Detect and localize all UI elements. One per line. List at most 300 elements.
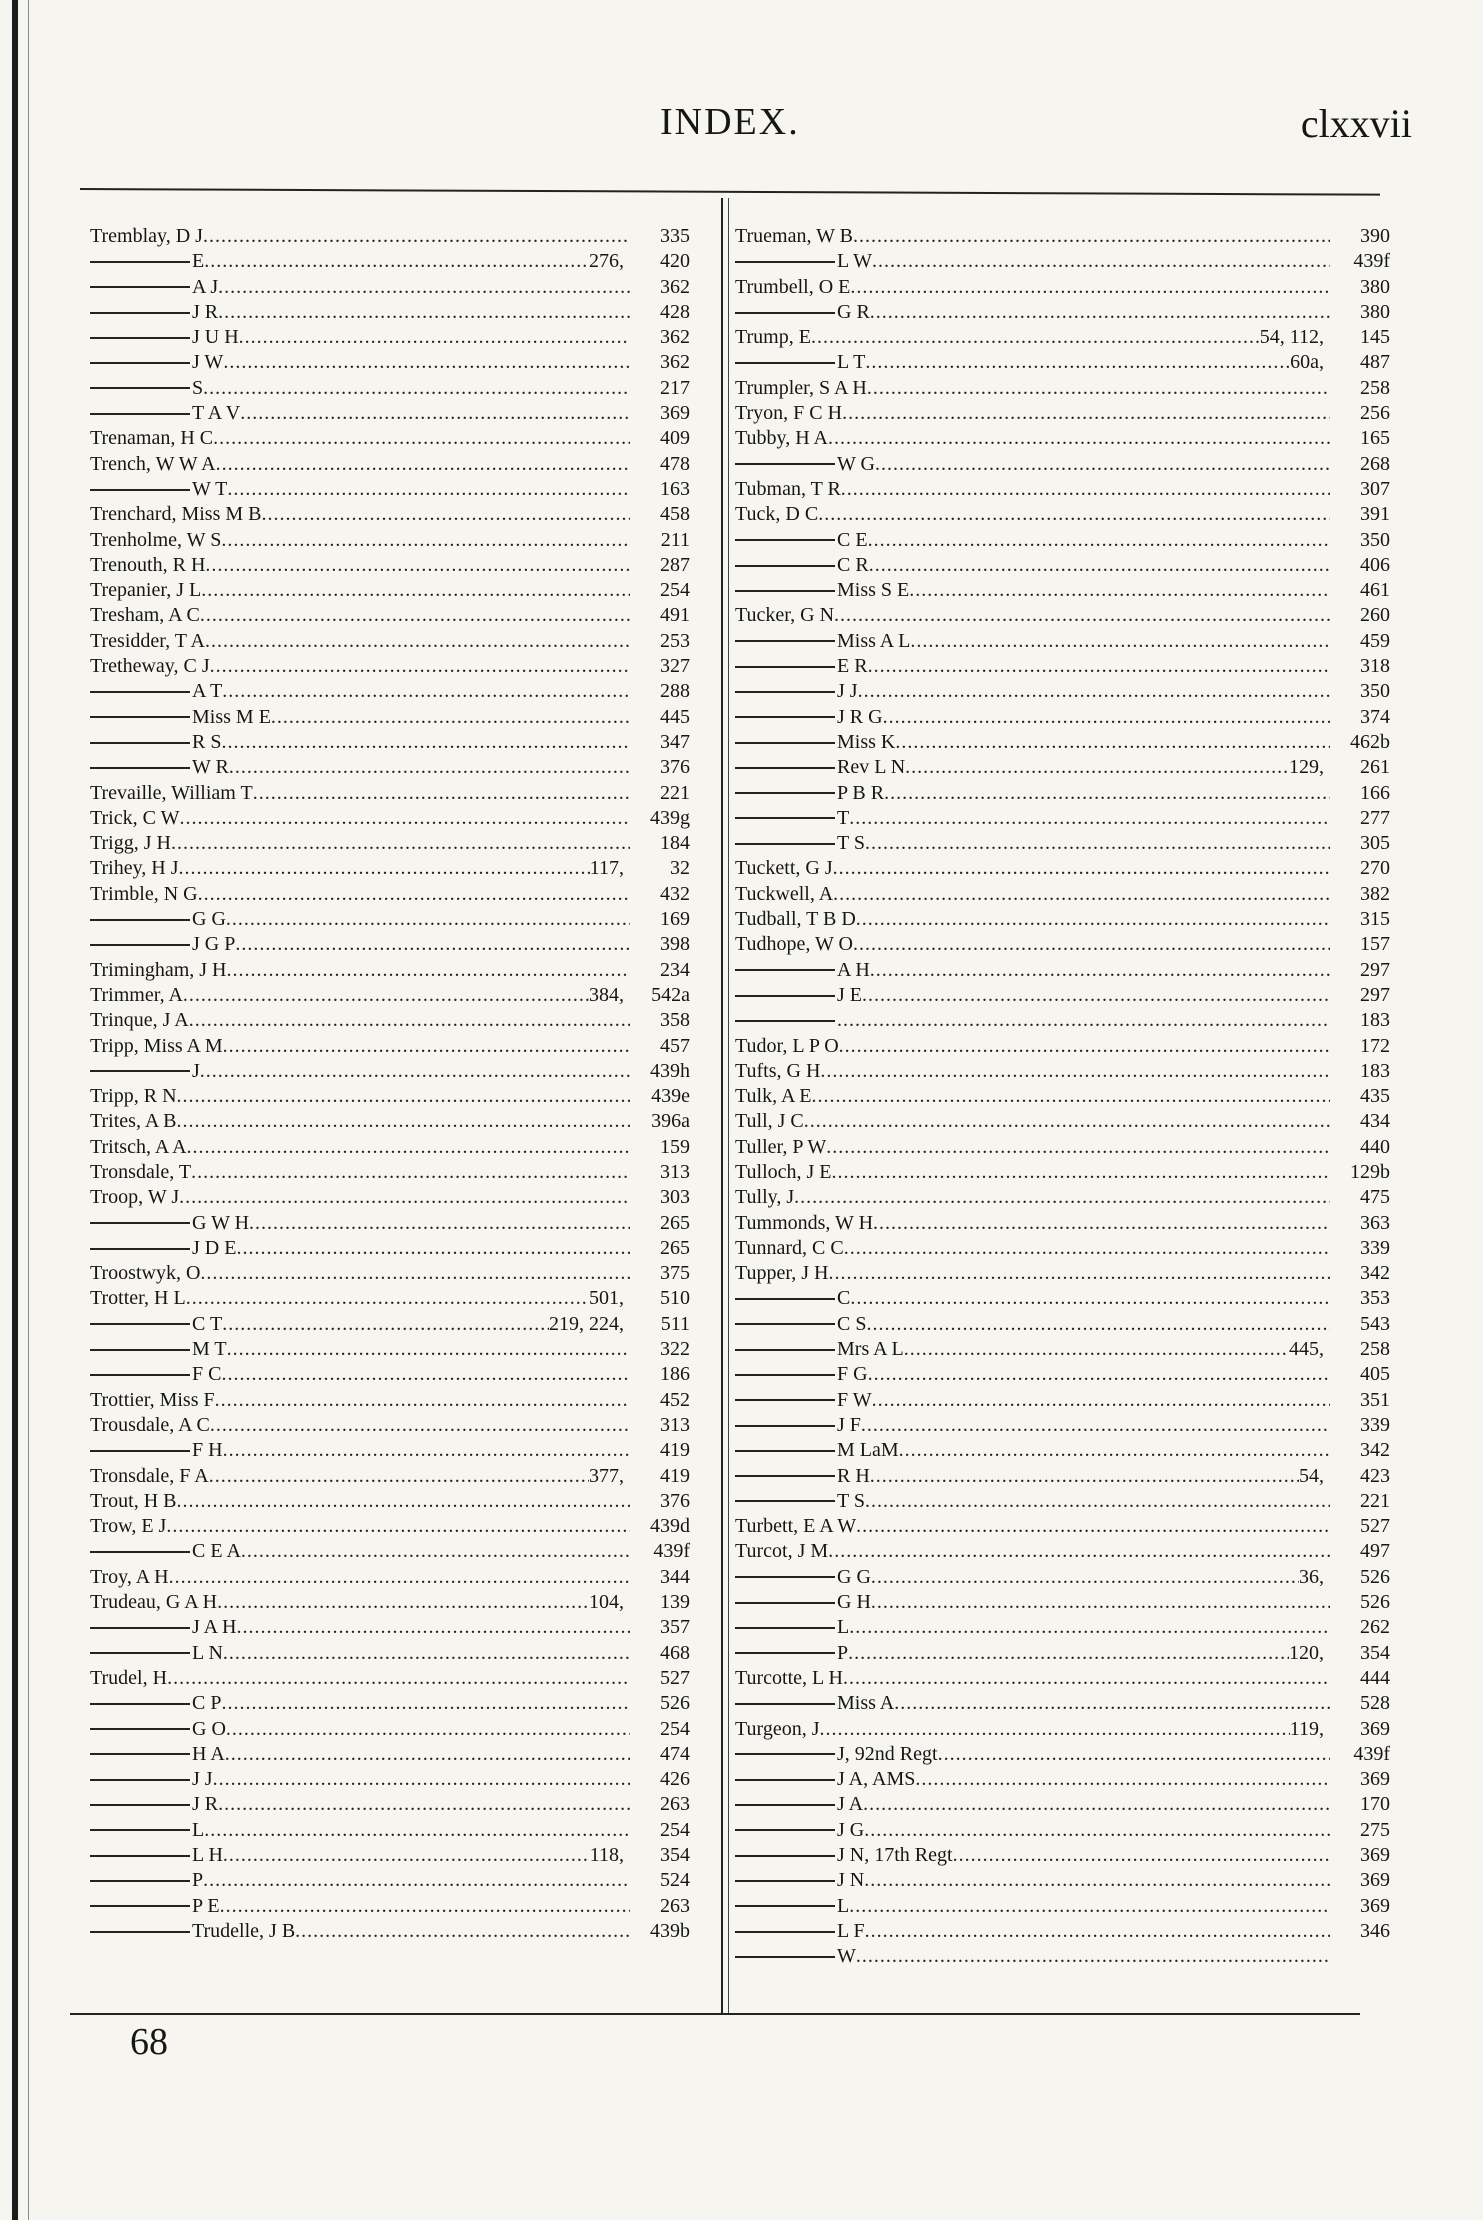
ditto-dash xyxy=(735,1399,835,1401)
entry-name: Tripp, Miss A M xyxy=(90,1034,223,1057)
index-entry xyxy=(735,1084,1390,1109)
leader-dots xyxy=(875,452,1330,477)
index-entry xyxy=(90,1666,690,1691)
entry-page-number: 369 xyxy=(1360,1869,1390,1892)
entry-page-number: 254 xyxy=(660,1818,690,1841)
entry-page-number: 526 xyxy=(660,1692,690,1715)
entry-page-number: 475 xyxy=(1360,1186,1390,1209)
ditto-dash xyxy=(735,640,835,642)
entry-name: M T xyxy=(192,1338,227,1361)
index-entry xyxy=(90,426,690,451)
leader-dots xyxy=(183,983,589,1008)
ditto-dash xyxy=(90,1349,190,1351)
entry-name: Tufts, G H xyxy=(735,1059,821,1082)
ditto-dash xyxy=(90,716,190,718)
entry-name: Tripp, R N xyxy=(90,1085,177,1108)
entry-name: G H xyxy=(837,1591,871,1614)
leader-dots xyxy=(179,806,630,831)
leader-dots xyxy=(849,1894,1330,1919)
leader-dots xyxy=(223,1641,630,1666)
entry-name: A T xyxy=(192,680,223,703)
entry-page-number: 354 xyxy=(660,1844,690,1866)
index-entry xyxy=(735,603,1390,628)
leader-dots xyxy=(909,578,1330,603)
index-entry xyxy=(735,1514,1390,1539)
entry-name: Trinque, J A xyxy=(90,1009,189,1032)
index-entry xyxy=(735,1539,1390,1564)
leader-dots xyxy=(858,679,1330,704)
leader-dots xyxy=(227,958,630,983)
entry-page-number: 318 xyxy=(1360,655,1390,678)
index-entry xyxy=(735,578,1390,603)
leader-dots xyxy=(844,1236,1330,1261)
ditto-dash xyxy=(735,1349,835,1351)
leader-dots xyxy=(811,325,1260,350)
entry-name: Trudeau, G A H xyxy=(90,1591,218,1614)
index-entry xyxy=(90,1818,690,1843)
entry-name: F W xyxy=(837,1388,872,1411)
entry-name: C xyxy=(837,1287,851,1310)
entry-name: J J xyxy=(192,1768,213,1791)
entry-page-number: 452 xyxy=(660,1388,690,1411)
entry-name: C S xyxy=(837,1312,867,1335)
ditto-dash xyxy=(90,1222,190,1224)
leader-dots xyxy=(295,1919,630,1944)
leader-dots xyxy=(249,1211,630,1236)
index-entry xyxy=(90,1312,690,1337)
index-entry xyxy=(735,325,1390,350)
index-entry xyxy=(90,1413,690,1438)
ditto-dash xyxy=(90,1248,190,1250)
leader-dots xyxy=(226,907,630,932)
entry-page-number: 350 xyxy=(1360,680,1390,703)
ditto-dash xyxy=(735,539,835,541)
entry-page-number: 435 xyxy=(1360,1085,1390,1108)
index-entry xyxy=(735,1919,1390,1944)
leader-dots xyxy=(804,1109,1330,1134)
entry-name: Trueman, W B xyxy=(735,225,853,247)
entry-name: Tremblay, D J xyxy=(90,225,203,247)
index-entry xyxy=(735,528,1390,553)
index-entry xyxy=(90,1261,690,1286)
entry-page-number: 369 xyxy=(660,402,690,425)
entry-page-number: 297 xyxy=(1360,958,1390,981)
entry-page-number: 462b xyxy=(1350,730,1390,753)
index-entry xyxy=(90,1109,690,1134)
entry-name: J R G xyxy=(837,705,883,728)
entry-name: T xyxy=(837,806,850,829)
entry-extra-pages: 501, xyxy=(589,1287,624,1310)
leader-dots xyxy=(833,882,1330,907)
entry-page-number: 159 xyxy=(660,1135,690,1158)
index-entry xyxy=(735,275,1390,300)
entry-page-number: 265 xyxy=(660,1211,690,1234)
leader-dots xyxy=(204,249,589,274)
index-entry xyxy=(90,1565,690,1590)
entry-name: Tummonds, W H xyxy=(735,1211,874,1234)
index-entry xyxy=(735,1286,1390,1311)
entry-page-number: 426 xyxy=(660,1768,690,1791)
bottom-rule xyxy=(70,2013,1360,2015)
entry-name: Turgeon, J xyxy=(735,1717,820,1740)
index-entry xyxy=(735,1944,1390,1969)
entry-name: T A V xyxy=(192,402,241,425)
index-entry xyxy=(90,224,690,249)
entry-page-number: 419 xyxy=(660,1464,690,1487)
entry-name: Tupper, J H xyxy=(735,1262,829,1285)
leader-dots xyxy=(843,1666,1330,1691)
index-entry xyxy=(735,350,1390,375)
entry-page-number: 265 xyxy=(660,1236,690,1259)
entry-page-number: 221 xyxy=(1360,1489,1390,1512)
entry-extra-pages: 377, xyxy=(589,1464,624,1487)
index-entry xyxy=(735,1008,1390,1033)
page-title: INDEX. xyxy=(660,101,800,143)
entry-page-number: 369 xyxy=(1360,1768,1390,1791)
index-entry xyxy=(735,249,1390,274)
ditto-dash xyxy=(735,261,835,263)
entry-name: R H xyxy=(837,1464,870,1487)
leader-dots xyxy=(215,1388,630,1413)
column-divider xyxy=(721,198,723,2013)
entry-page-number: 439b xyxy=(650,1919,690,1942)
entry-name: J A xyxy=(837,1793,864,1816)
leader-dots xyxy=(856,1944,1330,1969)
entry-name: Trench, W W A xyxy=(90,452,216,475)
entry-extra-pages: 54, xyxy=(1299,1464,1324,1487)
entry-name: G O xyxy=(192,1717,226,1740)
index-entry xyxy=(90,1185,690,1210)
entry-name: L H xyxy=(192,1844,223,1866)
entry-name: Tritsch, A A xyxy=(90,1135,187,1158)
ditto-dash xyxy=(90,1652,190,1654)
entry-page-number: 261 xyxy=(1360,756,1390,779)
leader-dots xyxy=(187,1135,630,1160)
ditto-dash xyxy=(90,1804,190,1806)
entry-name: Trump, E xyxy=(735,326,811,349)
entry-page-number: 445 xyxy=(660,705,690,728)
entry-name: Trenaman, H C xyxy=(90,427,214,450)
entry-page-number: 457 xyxy=(660,1034,690,1057)
leader-dots xyxy=(870,1464,1299,1489)
leader-dots xyxy=(223,1034,630,1059)
entry-name: J A, AMS xyxy=(837,1768,916,1791)
index-entry xyxy=(90,477,690,502)
roman-page-number: clxxvii xyxy=(1300,101,1412,146)
leader-dots xyxy=(169,1565,630,1590)
ditto-dash xyxy=(735,1500,835,1502)
ditto-dash xyxy=(90,286,190,288)
leader-dots xyxy=(200,1261,630,1286)
entry-page-number: 358 xyxy=(660,1009,690,1032)
entry-page-number: 258 xyxy=(1360,376,1390,399)
entry-page-number: 172 xyxy=(1360,1034,1390,1057)
index-entry xyxy=(90,679,690,704)
entry-name: Turbett, E A W xyxy=(735,1515,857,1538)
column-divider-inner xyxy=(728,198,729,2013)
entry-page-number: 258 xyxy=(1360,1338,1390,1361)
leader-dots xyxy=(853,224,1330,249)
index-entry xyxy=(735,1211,1390,1236)
index-entry xyxy=(735,1666,1390,1691)
ditto-dash xyxy=(735,1931,835,1933)
entry-name: L xyxy=(837,1616,850,1639)
entry-name: Troop, W J xyxy=(90,1186,180,1209)
index-entry xyxy=(735,831,1390,856)
index-entry xyxy=(90,806,690,831)
entry-extra-pages: 129, xyxy=(1289,756,1324,779)
entry-name: R S xyxy=(192,730,222,753)
ditto-dash xyxy=(735,1855,835,1857)
leader-dots xyxy=(205,629,630,654)
entry-name: T S xyxy=(837,1489,865,1512)
entry-page-number: 396a xyxy=(651,1110,690,1133)
entry-page-number: 439f xyxy=(653,1540,690,1563)
leader-dots xyxy=(865,1919,1330,1944)
index-entry xyxy=(90,654,690,679)
entry-name: J, 92nd Regt xyxy=(837,1742,938,1765)
entry-name: J U H xyxy=(192,326,239,349)
ditto-dash xyxy=(735,1602,835,1604)
index-entry xyxy=(90,350,690,375)
ditto-dash xyxy=(90,1880,190,1882)
leader-dots xyxy=(167,1666,630,1691)
entry-name: F C xyxy=(192,1363,222,1386)
entry-page-number: 342 xyxy=(1360,1262,1390,1285)
entry-name: J F xyxy=(837,1413,861,1436)
entry-page-number: 478 xyxy=(660,452,690,475)
ditto-dash xyxy=(90,1931,190,1933)
ditto-dash xyxy=(735,1020,835,1022)
ditto-dash xyxy=(735,1475,835,1477)
index-entry xyxy=(90,1539,690,1564)
entry-page-number: 263 xyxy=(660,1793,690,1816)
ditto-dash xyxy=(90,1753,190,1755)
index-entry xyxy=(90,1438,690,1463)
entry-page-number: 275 xyxy=(1360,1818,1390,1841)
entry-name: Trigg, J H xyxy=(90,832,171,855)
entry-name: J W xyxy=(192,351,224,374)
entry-page-number: 369 xyxy=(1360,1717,1390,1740)
index-entry xyxy=(90,1641,690,1666)
leader-dots xyxy=(236,1615,630,1640)
ditto-dash xyxy=(90,1551,190,1553)
entry-page-number: 170 xyxy=(1360,1793,1390,1816)
entry-name: J D E xyxy=(192,1236,237,1259)
leader-dots xyxy=(225,1742,630,1767)
leader-dots xyxy=(915,1767,1330,1792)
entry-page-number: 428 xyxy=(660,300,690,323)
entry-name: Tubman, T R xyxy=(735,477,841,500)
entry-page-number: 440 xyxy=(1360,1135,1390,1158)
entry-name: P xyxy=(192,1869,204,1892)
index-entry xyxy=(90,1008,690,1033)
leader-dots xyxy=(222,679,630,704)
leader-dots xyxy=(205,553,630,578)
leader-dots xyxy=(872,1388,1330,1413)
entry-name: Trumpler, S A H xyxy=(735,376,867,399)
ditto-dash xyxy=(90,1728,190,1730)
leader-dots xyxy=(864,1868,1330,1893)
entry-name: Troy, A H xyxy=(90,1565,169,1588)
entry-name: W xyxy=(837,1945,856,1968)
leader-dots xyxy=(218,300,630,325)
leader-dots xyxy=(794,1185,1330,1210)
leader-dots xyxy=(905,755,1289,780)
ditto-dash xyxy=(90,1323,190,1325)
leader-dots xyxy=(873,1211,1330,1236)
ditto-dash xyxy=(90,691,190,693)
index-entry xyxy=(90,376,690,401)
entry-page-number: 256 xyxy=(1360,402,1390,425)
ditto-dash xyxy=(90,919,190,921)
index-entry xyxy=(735,300,1390,325)
entry-page-number: 157 xyxy=(1360,933,1390,956)
index-entry xyxy=(735,1185,1390,1210)
entry-name: Trow, E J xyxy=(90,1515,167,1538)
entry-name: W G xyxy=(837,452,875,475)
entry-page-number: 382 xyxy=(1360,882,1390,905)
ditto-dash xyxy=(735,843,835,845)
entry-page-number: 357 xyxy=(660,1616,690,1639)
entry-name: Miss K xyxy=(837,730,896,753)
entry-page-number: 375 xyxy=(660,1262,690,1285)
index-entry xyxy=(90,1590,690,1615)
entry-page-number: 526 xyxy=(1360,1565,1390,1588)
index-entry xyxy=(735,1489,1390,1514)
ditto-dash xyxy=(90,362,190,364)
leader-dots xyxy=(841,477,1330,502)
leader-dots xyxy=(938,1742,1330,1767)
leader-dots xyxy=(210,1413,630,1438)
entry-page-number: 458 xyxy=(660,503,690,526)
index-entry xyxy=(735,1565,1390,1590)
leader-dots xyxy=(812,1084,1330,1109)
entry-name: L xyxy=(192,1818,205,1841)
entry-page-number: 353 xyxy=(1360,1287,1390,1310)
leader-dots xyxy=(856,907,1330,932)
entry-name: Tresidder, T A xyxy=(90,629,205,652)
entry-page-number: 184 xyxy=(660,832,690,855)
entry-page-number: 510 xyxy=(660,1287,690,1310)
index-entry xyxy=(90,730,690,755)
index-entry xyxy=(90,1792,690,1817)
entry-name: Miss M E xyxy=(192,705,271,728)
entry-page-number: 307 xyxy=(1360,477,1390,500)
entry-page-number: 165 xyxy=(1360,427,1390,450)
entry-name: M LaM xyxy=(837,1439,899,1462)
index-entry xyxy=(735,983,1390,1008)
entry-page-number: 362 xyxy=(660,326,690,349)
entry-page-number: 491 xyxy=(660,604,690,627)
leader-dots xyxy=(819,1717,1289,1742)
entry-page-number: 350 xyxy=(1360,528,1390,551)
top-rule xyxy=(80,188,1380,196)
entry-page-number: 297 xyxy=(1360,983,1390,1006)
entry-name: J E xyxy=(837,983,862,1006)
entry-name: J R xyxy=(192,300,219,323)
leader-dots xyxy=(826,1135,1330,1160)
entry-name: G R xyxy=(837,300,870,323)
ditto-dash xyxy=(735,1627,835,1629)
index-entry xyxy=(735,1590,1390,1615)
index-entry xyxy=(735,1135,1390,1160)
index-entry xyxy=(735,806,1390,831)
leader-dots xyxy=(839,1034,1330,1059)
entry-page-number: 363 xyxy=(1360,1211,1390,1234)
entry-page-number: 287 xyxy=(660,553,690,576)
entry-page-number: 439f xyxy=(1353,250,1390,273)
leader-dots xyxy=(862,983,1330,1008)
entry-page-number: 369 xyxy=(1360,1844,1390,1866)
leader-dots xyxy=(179,856,590,881)
entry-page-number: 183 xyxy=(1360,1059,1390,1082)
index-entry xyxy=(90,831,690,856)
index-entry xyxy=(90,1337,690,1362)
index-entry xyxy=(735,1160,1390,1185)
entry-name: Miss S E xyxy=(837,579,910,602)
entry-extra-pages: 384, xyxy=(589,983,624,1006)
index-entry xyxy=(735,629,1390,654)
ditto-dash xyxy=(735,1880,835,1882)
index-entry xyxy=(90,401,690,426)
entry-page-number: 542a xyxy=(651,983,690,1006)
entry-page-number: 432 xyxy=(660,882,690,905)
entry-page-number: 32 xyxy=(670,857,690,880)
index-entry xyxy=(90,755,690,780)
leader-dots xyxy=(186,1286,589,1311)
leader-dots xyxy=(868,1362,1330,1387)
leader-dots xyxy=(235,932,630,957)
index-entry xyxy=(90,958,690,983)
leader-dots xyxy=(216,452,630,477)
leader-dots xyxy=(226,1717,630,1742)
entry-page-number: 405 xyxy=(1360,1363,1390,1386)
entry-name: Tucker, G N xyxy=(735,604,835,627)
entry-name: W T xyxy=(192,477,228,500)
entry-extra-pages: 60a, xyxy=(1290,351,1324,374)
index-entry xyxy=(90,1464,690,1489)
entry-page-number: 217 xyxy=(660,376,690,399)
leader-dots xyxy=(203,376,630,401)
index-entry xyxy=(735,1894,1390,1919)
entry-name: Tuckwell, A xyxy=(735,882,834,905)
entry-page-number: 347 xyxy=(660,730,690,753)
ditto-dash xyxy=(735,312,835,314)
index-entry xyxy=(735,1261,1390,1286)
ditto-dash xyxy=(735,1374,835,1376)
index-entry xyxy=(735,477,1390,502)
entry-name: Tuller, P W xyxy=(735,1135,827,1158)
entry-name: Tulloch, J E xyxy=(735,1160,832,1183)
leader-dots xyxy=(227,477,630,502)
entry-page-number: 439d xyxy=(650,1515,690,1538)
leader-dots xyxy=(848,1641,1289,1666)
index-entry xyxy=(90,325,690,350)
index-entry xyxy=(735,654,1390,679)
leader-dots xyxy=(262,502,631,527)
entry-page-number: 254 xyxy=(660,1717,690,1740)
entry-page-number: 543 xyxy=(1360,1312,1390,1335)
leader-dots xyxy=(863,1792,1330,1817)
entry-name: Rev L N xyxy=(837,756,906,779)
leader-dots xyxy=(177,1109,630,1134)
index-entry xyxy=(90,300,690,325)
index-entry xyxy=(90,249,690,274)
leader-dots xyxy=(177,1489,630,1514)
ditto-dash xyxy=(90,1905,190,1907)
ditto-dash xyxy=(735,995,835,997)
